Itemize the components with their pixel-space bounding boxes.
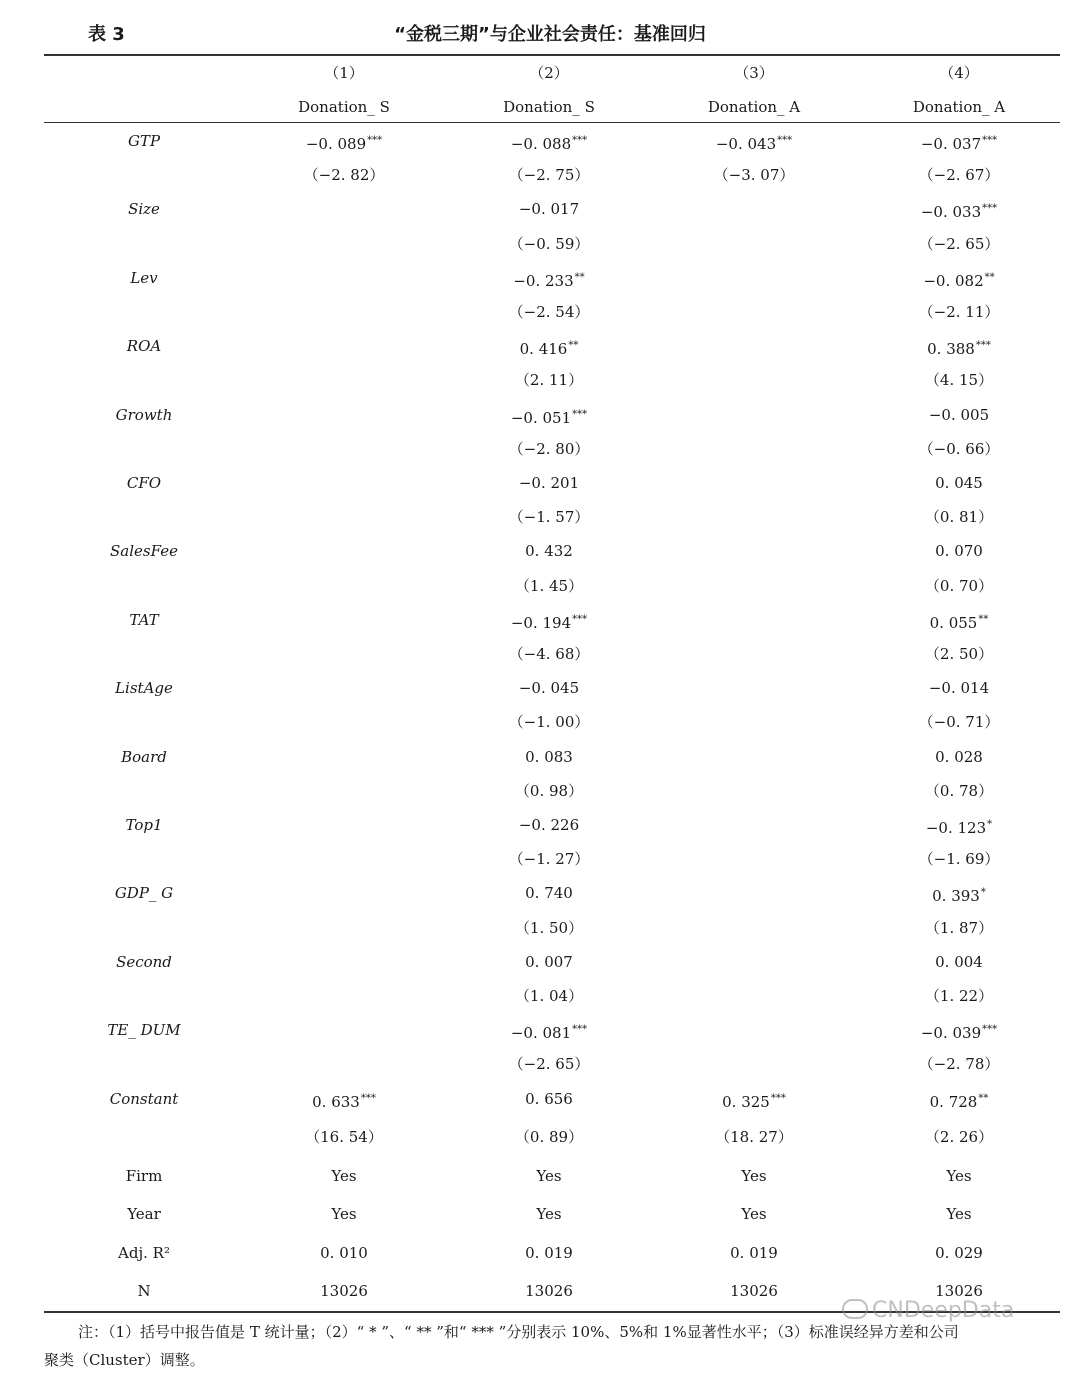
cell-value: 0. 388: [927, 340, 975, 359]
cell-value: Yes: [536, 1205, 562, 1224]
cell-value: （−1. 00）: [508, 713, 590, 732]
cell-col-4: [859, 876, 1059, 910]
table-row: [44, 1236, 1060, 1270]
row-label: TAT: [129, 610, 159, 629]
cell-col-3: [654, 124, 854, 158]
cell-col-4: [859, 1082, 1059, 1116]
cell-col-4: [859, 740, 1059, 774]
cell-col-2: [449, 398, 649, 432]
cell-value: （−0. 66）: [918, 439, 1000, 458]
cell-col-2: [449, 466, 649, 500]
cell-col-4: [859, 603, 1059, 637]
table-row: [44, 1159, 1060, 1193]
table-label: 表 3: [88, 24, 125, 45]
cell-value: （1. 22）: [924, 987, 994, 1005]
cell-col-2: [449, 1013, 649, 1047]
cell-value: （−1. 27）: [508, 850, 590, 869]
cell-col-2: [449, 192, 649, 226]
row-label: [74, 979, 214, 1013]
column-number-2: （2）: [529, 64, 569, 82]
significance-stars: **: [978, 1092, 989, 1104]
cell-value: （4. 15）: [924, 371, 994, 390]
table-row: [44, 261, 1060, 295]
cell-col-2: [449, 1047, 649, 1081]
cell-value: −0. 043: [715, 135, 777, 153]
table-row: [44, 398, 1060, 432]
cell-col-3: [654, 158, 854, 192]
cell-col-2: [449, 842, 649, 876]
cell-value: −0. 014: [928, 679, 990, 698]
cell-col-3: [654, 1274, 854, 1308]
cell-value: 0. 045: [935, 474, 983, 492]
cell-value: Yes: [331, 1166, 357, 1185]
table-row: [44, 808, 1060, 842]
cell-value: 13026: [320, 1282, 368, 1301]
row-label: [74, 295, 214, 329]
table-row: [44, 569, 1060, 603]
cell-value: （−2. 82）: [303, 166, 385, 185]
significance-stars: ***: [572, 613, 588, 625]
cell-col-3: [654, 1197, 854, 1231]
table-row: [44, 466, 1060, 500]
row-label: Firm: [125, 1166, 163, 1185]
cell-value: （−0. 59）: [508, 234, 590, 253]
cell-col-2: [449, 603, 649, 637]
cell-col-4: [859, 1159, 1059, 1193]
cell-col-4: [859, 774, 1059, 808]
cell-col-4: [859, 979, 1059, 1013]
cell-col-3: [654, 1120, 854, 1154]
cell-col-2: [449, 227, 649, 261]
cell-col-2: [449, 1236, 649, 1270]
cell-col-2: [449, 363, 649, 397]
row-label: GDP_ G: [114, 884, 174, 903]
cell-col-4: [859, 398, 1059, 432]
row-label: [74, 158, 214, 192]
cell-value: 0. 070: [935, 542, 983, 561]
cell-col-4: [859, 192, 1059, 226]
note-line-1: 注：（1）括号中报告值是 T 统计量；（2）“ * ”、“ ** ”和“ *** ”分别表示 10%、5%和 1%显著性水平；（3）标准误经异方差和公司: [78, 1323, 959, 1341]
header-row-numbers: [44, 56, 1060, 90]
cell-value: −0. 051: [510, 408, 572, 427]
cell-value: Yes: [536, 1166, 562, 1185]
cell-col-4: [859, 466, 1059, 500]
row-label: Year: [127, 1205, 161, 1224]
column-name-2: Donation_ S: [503, 98, 595, 116]
row-label: [74, 1047, 214, 1081]
significance-stars: **: [568, 340, 579, 352]
cell-col-2: [449, 1120, 649, 1154]
cell-value: （16. 54）: [305, 1128, 383, 1147]
cell-col-1: [244, 158, 444, 192]
row-label: Board: [121, 747, 167, 766]
cell-value: −0. 082: [923, 271, 984, 290]
cell-value: （−2. 54）: [508, 303, 590, 321]
cell-value: （−3. 07）: [713, 166, 795, 185]
cell-value: 0. 028: [935, 747, 983, 766]
cell-value: （−2. 67）: [918, 166, 1000, 185]
cell-col-3: [654, 1236, 854, 1270]
table-row: [44, 534, 1060, 568]
cell-value: （−2. 65）: [508, 1055, 590, 1074]
cell-col-2: [449, 876, 649, 910]
row-label: Constant: [109, 1089, 179, 1108]
cell-col-4: [859, 363, 1059, 397]
cell-value: −0. 017: [518, 200, 580, 219]
header-row-names: [44, 90, 1060, 124]
cell-value: （2. 50）: [924, 645, 994, 663]
watermark: [842, 1298, 1014, 1323]
cell-col-2: [449, 774, 649, 808]
cell-value: （0. 81）: [924, 508, 994, 527]
row-label: [74, 363, 214, 397]
row-label: [74, 774, 214, 808]
row-label: Second: [116, 952, 172, 971]
cell-value: （−0. 71）: [918, 713, 1000, 732]
cell-col-4: [859, 808, 1059, 842]
row-label: GTP: [127, 132, 161, 150]
table-row: [44, 637, 1060, 671]
cell-col-4: [859, 569, 1059, 603]
cell-value: （−2. 65）: [918, 234, 1000, 253]
cell-value: （−4. 68）: [508, 645, 590, 663]
row-label: [74, 705, 214, 739]
cell-col-4: [859, 1197, 1059, 1231]
page-header: [0, 18, 1080, 48]
cell-value: 0. 325: [722, 1092, 770, 1111]
row-label: TE_ DUM: [107, 1021, 181, 1040]
row-label: [74, 637, 214, 671]
table-row: [44, 842, 1060, 876]
significance-stars: **: [574, 271, 585, 283]
table-row: [44, 1197, 1060, 1231]
row-label: Growth: [115, 405, 173, 424]
cell-value: （0. 78）: [924, 781, 994, 800]
cell-col-2: [449, 1197, 649, 1231]
cell-col-3: [654, 1159, 854, 1193]
row-label: SalesFee: [110, 542, 178, 561]
cell-value: Yes: [741, 1166, 767, 1185]
cell-col-2: [449, 945, 649, 979]
row-label: ListAge: [115, 679, 173, 698]
cell-value: −0. 033: [920, 203, 982, 222]
table-row: [44, 158, 1060, 192]
cell-col-4: [859, 1013, 1059, 1047]
cell-col-1: [244, 1236, 444, 1270]
cell-value: −0. 088: [510, 135, 572, 153]
row-label: [74, 842, 214, 876]
row-label: Top1: [125, 816, 163, 834]
table-row: [44, 432, 1060, 466]
cell-value: Yes: [741, 1205, 767, 1224]
cell-value: （−1. 69）: [918, 850, 1000, 869]
cell-value: −0. 233: [513, 271, 574, 290]
column-name-3: Donation_ A: [707, 98, 801, 116]
cell-col-4: [859, 945, 1059, 979]
cell-col-3: [654, 1082, 854, 1116]
row-label: CFO: [126, 474, 162, 492]
cell-col-4: [859, 705, 1059, 739]
cell-col-2: [449, 671, 649, 705]
cell-value: 13026: [935, 1282, 983, 1301]
table-row: [44, 124, 1060, 158]
cell-value: −0. 194: [510, 613, 572, 632]
cell-col-4: [859, 671, 1059, 705]
cell-col-2: [449, 705, 649, 739]
table-row: [44, 363, 1060, 397]
significance-stars: ***: [572, 1024, 588, 1036]
cell-value: 0. 019: [525, 1243, 573, 1262]
cell-value: −0. 005: [928, 405, 990, 424]
cell-value: −0. 201: [518, 474, 580, 492]
cell-col-2: [449, 124, 649, 158]
table-row: [44, 1120, 1060, 1154]
row-label: Lev: [130, 268, 158, 287]
cell-value: （2. 11）: [514, 371, 584, 390]
row-label: [74, 500, 214, 534]
column-number-1: （1）: [324, 64, 364, 82]
cell-col-2: [449, 979, 649, 1013]
cell-value: （0. 70）: [924, 576, 994, 595]
cell-value: （−2. 78）: [918, 1055, 1000, 1074]
significance-stars: *: [980, 887, 986, 899]
table-row: [44, 979, 1060, 1013]
column-number-4: （4）: [939, 64, 979, 82]
cell-col-4: [859, 295, 1059, 329]
row-label: [74, 911, 214, 945]
table-row: [44, 603, 1060, 637]
cell-col-4: [859, 261, 1059, 295]
row-label: [74, 1120, 214, 1154]
cell-col-1: [244, 1197, 444, 1231]
cell-col-4: [859, 158, 1059, 192]
table-row: [44, 329, 1060, 363]
cell-value: 0. 007: [525, 952, 573, 971]
table-row: [44, 1013, 1060, 1047]
cell-col-2: [449, 261, 649, 295]
cell-value: （2. 26）: [924, 1128, 994, 1147]
cell-value: （−2. 11）: [918, 303, 1000, 321]
cell-col-2: [449, 432, 649, 466]
cell-value: （0. 89）: [514, 1128, 584, 1147]
table-row: [44, 705, 1060, 739]
row-label: [74, 432, 214, 466]
significance-stars: ***: [982, 1024, 998, 1036]
cell-value: 0. 633: [312, 1092, 360, 1111]
cell-value: Yes: [331, 1205, 357, 1224]
cell-value: 0. 019: [730, 1243, 778, 1262]
cell-value: 13026: [525, 1282, 573, 1301]
cell-value: 0. 029: [935, 1243, 983, 1262]
significance-stars: ***: [367, 135, 383, 146]
table-row: [44, 192, 1060, 226]
cell-col-2: [449, 158, 649, 192]
table-row: [44, 876, 1060, 910]
table-row: [44, 740, 1060, 774]
column-name-1: Donation_ S: [298, 98, 390, 116]
table-row: [44, 500, 1060, 534]
cell-value: −0. 123: [925, 819, 987, 837]
cell-value: Yes: [946, 1166, 972, 1185]
cell-col-4: [859, 911, 1059, 945]
cell-value: （1. 04）: [514, 987, 584, 1005]
significance-stars: **: [978, 613, 989, 625]
cell-value: 0. 393: [932, 887, 980, 906]
cell-col-2: [449, 1082, 649, 1116]
cell-col-2: [449, 534, 649, 568]
cell-value: （−1. 57）: [508, 508, 590, 527]
cell-value: 0. 083: [525, 747, 573, 766]
cell-value: −0. 089: [305, 135, 367, 153]
cell-col-2: [449, 295, 649, 329]
cell-value: （1. 50）: [514, 918, 584, 937]
cell-col-4: [859, 1047, 1059, 1081]
significance-stars: ***: [360, 1092, 376, 1104]
cell-col-4: [859, 637, 1059, 671]
row-label: ROA: [126, 337, 162, 356]
row-label: [74, 227, 214, 261]
cell-value: Yes: [946, 1205, 972, 1224]
cell-col-4: [859, 329, 1059, 363]
cell-value: −0. 045: [518, 679, 580, 698]
cell-col-1: [244, 1159, 444, 1193]
cell-col-1: [244, 124, 444, 158]
cell-value: 0. 004: [935, 952, 983, 971]
cell-value: 0. 010: [320, 1243, 368, 1262]
cell-value: 0. 740: [525, 884, 573, 903]
cell-col-2: [449, 808, 649, 842]
cell-col-1: [244, 1274, 444, 1308]
cell-value: 0. 432: [525, 542, 573, 561]
column-number-3: （3）: [734, 64, 774, 82]
cell-value: （1. 45）: [514, 576, 584, 595]
cell-value: −0. 226: [518, 816, 580, 834]
watermark-text: CNDeepData: [872, 1298, 1015, 1323]
cell-value: −0. 039: [920, 1024, 982, 1043]
cell-col-2: [449, 569, 649, 603]
column-name-4: Donation_ A: [912, 98, 1006, 116]
cell-col-2: [449, 500, 649, 534]
cell-col-4: [859, 1236, 1059, 1270]
cell-col-2: [449, 911, 649, 945]
wechat-icon: [842, 1299, 868, 1319]
header-rule: [44, 122, 1060, 123]
significance-stars: **: [984, 271, 995, 283]
table-row: [44, 1047, 1060, 1081]
significance-stars: ***: [770, 1092, 786, 1104]
cell-col-1: [244, 1082, 444, 1116]
significance-stars: *: [987, 819, 993, 830]
table-title: “金税三期”与企业社会责任：基准回归: [394, 24, 706, 45]
cell-col-4: [859, 227, 1059, 261]
cell-col-2: [449, 1159, 649, 1193]
cell-col-4: [859, 842, 1059, 876]
cell-col-2: [449, 329, 649, 363]
cell-col-2: [449, 637, 649, 671]
cell-col-4: [859, 534, 1059, 568]
cell-col-2: [449, 740, 649, 774]
table-row: [44, 911, 1060, 945]
significance-stars: ***: [982, 135, 998, 146]
significance-stars: ***: [777, 135, 793, 146]
row-label: N: [137, 1282, 151, 1301]
table-row: [44, 945, 1060, 979]
cell-col-4: [859, 124, 1059, 158]
table-note: [44, 1318, 1060, 1374]
cell-value: （18. 27）: [715, 1128, 793, 1147]
significance-stars: ***: [975, 340, 991, 352]
cell-value: −0. 037: [920, 135, 982, 153]
table-row: [44, 227, 1060, 261]
table-row: [44, 295, 1060, 329]
row-label: [74, 569, 214, 603]
cell-value: （1. 87）: [924, 918, 994, 937]
row-label: Adj. R²: [118, 1243, 170, 1262]
table-row: [44, 774, 1060, 808]
table-row: [44, 1082, 1060, 1116]
cell-col-4: [859, 432, 1059, 466]
cell-value: （0. 98）: [514, 781, 584, 800]
cell-value: （−2. 75）: [508, 166, 590, 185]
significance-stars: ***: [572, 135, 588, 146]
row-label: Size: [128, 200, 160, 219]
significance-stars: ***: [572, 408, 588, 420]
cell-value: 0. 656: [525, 1089, 573, 1108]
note-line-2: 聚类（Cluster）调整。: [44, 1351, 205, 1369]
cell-value: 0. 416: [519, 340, 568, 359]
table-row: [44, 671, 1060, 705]
cell-col-4: [859, 500, 1059, 534]
cell-value: 0. 728: [929, 1092, 978, 1111]
cell-value: （−2. 80）: [508, 439, 590, 458]
cell-col-1: [244, 1120, 444, 1154]
significance-stars: ***: [982, 203, 998, 215]
cell-value: 13026: [730, 1282, 778, 1301]
cell-value: −0. 081: [510, 1024, 572, 1043]
cell-value: 0. 055: [929, 613, 978, 632]
cell-col-4: [859, 1120, 1059, 1154]
cell-col-2: [449, 1274, 649, 1308]
